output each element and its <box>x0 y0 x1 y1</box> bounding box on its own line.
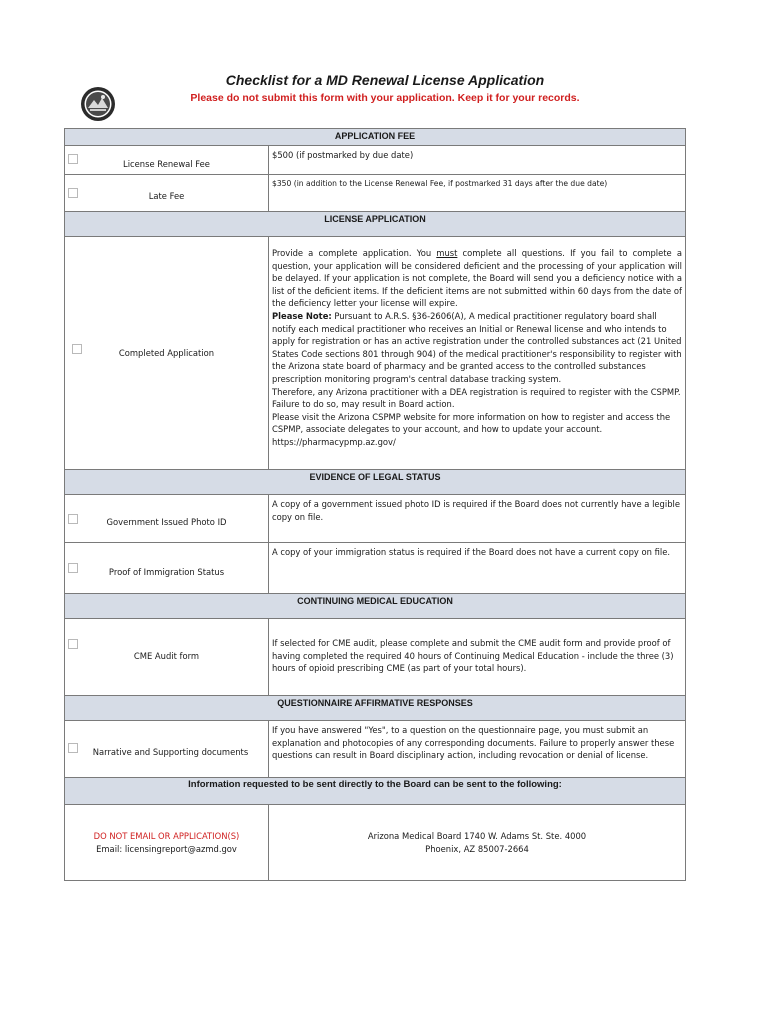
please-note-label: Please Note: <box>272 310 332 321</box>
row-contact-info <box>65 805 686 881</box>
page-title: Checklist for a MD Renewal License Application <box>225 72 545 88</box>
photo-id-description: A copy of a government issued photo ID is required if the Board does not currently have a legible copy on file. <box>269 495 686 543</box>
section-header-license: LICENSE APPLICATION <box>65 212 686 237</box>
board-address-line1: Arizona Medical Board 1740 W. Adams St. Ste. 4000 <box>367 831 587 841</box>
narrative-label: Narrative and Supporting documents <box>92 747 249 757</box>
row-cme-audit <box>65 619 686 696</box>
row-photo-id <box>65 495 686 543</box>
cme-audit-description: If selected for CME audit, please complete and submit the CME audit form and provide proof of having completed the required 40 hours of Continuing Medical Education - include the three (3) hours of opioid prescribing CME (as part of your total hours). <box>269 619 686 696</box>
cme-audit-checkbox[interactable] <box>68 639 78 649</box>
completed-application-label: Completed Application <box>118 348 215 358</box>
row-immigration-status <box>65 543 686 594</box>
immigration-label: Proof of Immigration Status <box>108 567 225 577</box>
section-header-cme: CONTINUING MEDICAL EDUCATION <box>65 594 686 619</box>
late-fee-description: $350 (in addition to the License Renewal Fee, if postmarked 31 days after the due date) <box>269 175 686 212</box>
section-header-info: Information requested to be sent directly to the Board can be sent to the following: <box>65 778 686 805</box>
report-email[interactable]: Email: licensingreport@azmd.gov <box>96 844 237 854</box>
page-subtitle: Please do not submit this form with your application. Keep it for your records. <box>190 92 580 104</box>
board-address-line2: Phoenix, AZ 85007-2664 <box>425 844 529 854</box>
renewal-fee-description: $500 (if postmarked by due date) <box>269 146 686 175</box>
row-license-renewal-fee <box>65 146 686 175</box>
row-late-fee <box>65 175 686 212</box>
narrative-description: If you have answered "Yes", to a question on the questionnaire page, you must submit an explanation and photocopies of any corresponding documents. Failure to properly answer these questions can result in Board disciplinary action, including revocation or denial of license. <box>269 721 686 778</box>
section-header-questionnaire: QUESTIONNAIRE AFFIRMATIVE RESPONSES <box>65 696 686 721</box>
late-fee-label: Late Fee <box>148 191 185 201</box>
row-completed-application <box>65 237 686 470</box>
renewal-fee-label: License Renewal Fee <box>123 159 210 169</box>
section-header-legal: EVIDENCE OF LEGAL STATUS <box>65 470 686 495</box>
photo-id-label: Government Issued Photo ID <box>106 517 227 527</box>
cspmp-link[interactable]: https://pharmacypmp.az.gov/ <box>272 436 396 447</box>
row-narrative <box>65 721 686 778</box>
license-instructions: Provide a complete application. You must complete all questions. If you fail to complete a question, your application will be considered deficient and the processing of your application will be delayed. If your application is not complete, the Board will send you a deficiency notice with a list of the deficient items. If the deficient items are not submitted within 60 days from the date of the deficiency letter your license will expire. Please Note: Pursuant to A.R.S. §36-2606(A), A medical practitioner regulatory board shall notify each medical practitioner who receives an Initial or Renewal license and who intends to apply for registration or has an active registration under the controlled substances act (21 United States Code sections 801 through 904) of the medical practitioner's responsibility to register with the Arizona state board of pharmacy and be granted access to the controlled substances prescription monitoring program's central database tracking system. Therefore, any Arizona practitioner with a DEA registration is required to register with the CSPMP. Failure to do so, may result in Board action. Please visit the Arizona CSPMP website for more information on how to register and access the CSPMP, associate delegates to your account, and how to update your account. https://pharmacypmp.az.gov/ <box>269 237 686 470</box>
immigration-description: A copy of your immigration status is required if the Board does not have a current copy on file. <box>269 543 686 594</box>
section-header-fee: APPLICATION FEE <box>65 129 686 146</box>
email-warning: DO NOT EMAIL OR APPLICATION(S) <box>93 831 240 841</box>
checklist-table <box>64 128 686 881</box>
cme-audit-label: CME Audit form <box>133 651 200 661</box>
